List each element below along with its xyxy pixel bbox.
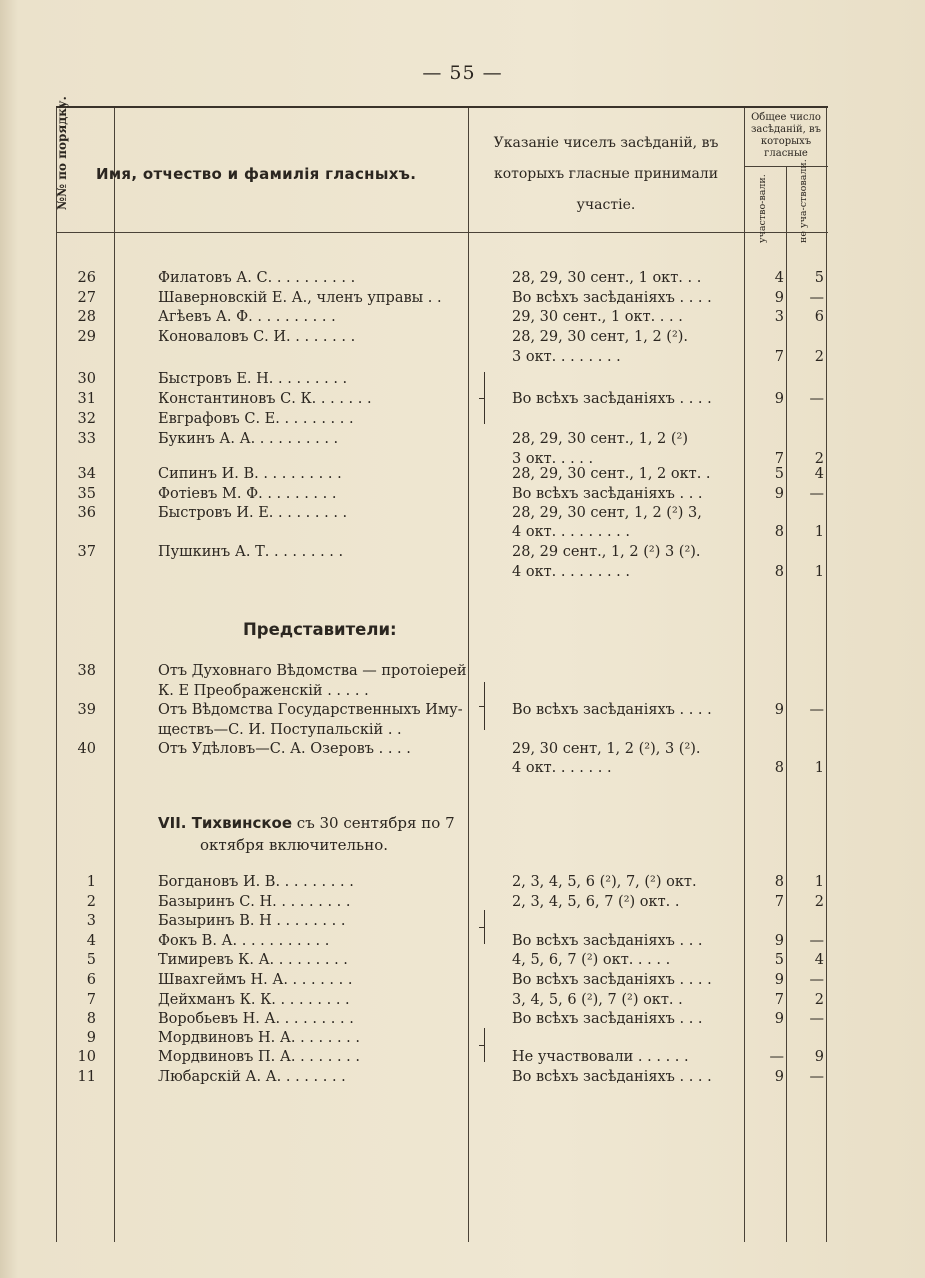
row-took-part: 9	[774, 702, 784, 718]
header-number-column: №№ по порядку.	[55, 96, 69, 210]
table-row	[56, 327, 828, 347]
row-dates: 28, 29 сент., 1, 2 (²) 3 (²).	[512, 544, 701, 560]
row-dates: 4 окт. . . . . . . . .	[512, 564, 631, 580]
row-dates: Во всѣхъ засѣданіяхъ . . . .	[512, 391, 712, 407]
table-row	[56, 950, 828, 970]
row-took-part: 7	[774, 451, 784, 467]
row-dates: Во всѣхъ засѣданіяхъ . . . .	[512, 290, 712, 306]
header-total-line2: засѣданій, въ	[750, 124, 822, 135]
row-number: 34	[77, 466, 96, 482]
table-row	[56, 307, 828, 327]
row-took-part: 9	[774, 486, 784, 502]
table-row	[56, 758, 828, 778]
row-not-took-part: —	[809, 486, 824, 502]
header-dates-line2: которыхъ гласные принимали	[493, 166, 719, 182]
row-number: 8	[86, 1011, 96, 1027]
row-number: 32	[77, 411, 96, 427]
row-not-took-part: 5	[814, 270, 824, 286]
table-row	[56, 739, 828, 759]
table-row	[56, 268, 828, 288]
row-not-took-part: 2	[814, 992, 824, 1008]
row-took-part: 7	[774, 349, 784, 365]
table-row	[56, 970, 828, 990]
table-row	[56, 503, 828, 523]
row-name: Отъ Вѣдомства Государственныхъ Иму-	[158, 702, 463, 718]
row-took-part: 7	[774, 992, 784, 1008]
row-not-took-part: 1	[814, 524, 824, 540]
table-row	[56, 542, 828, 562]
row-name: К. Е Преображенскій . . . . .	[158, 683, 369, 699]
row-took-part: 9	[774, 391, 784, 407]
row-took-part: 5	[774, 466, 784, 482]
row-took-part: 5	[774, 952, 784, 968]
row-name: Богдановъ И. В. . . . . . . . .	[158, 874, 354, 890]
row-dates: Во всѣхъ засѣданіяхъ . . . .	[512, 972, 712, 988]
table-row	[56, 700, 828, 720]
row-not-took-part: —	[809, 1011, 824, 1027]
row-dates: 29, 30 сент., 1 окт. . . .	[512, 309, 683, 325]
table-row	[56, 931, 828, 951]
table-row	[56, 369, 828, 389]
row-name: Фотіевъ М. Ф. . . . . . . . .	[158, 486, 337, 502]
row-dates: 3 окт. . . . .	[512, 451, 594, 467]
row-took-part: 4	[774, 270, 784, 286]
row-not-took-part: 2	[814, 451, 824, 467]
row-number: 9	[86, 1030, 96, 1046]
row-took-part: —	[769, 1049, 784, 1065]
row-took-part: 7	[774, 894, 784, 910]
row-name: Мордвиновъ Н. А. . . . . . . .	[158, 1030, 360, 1046]
row-dates: 4, 5, 6, 7 (²) окт. . . . .	[512, 952, 671, 968]
header-total-line3: которыхъ	[760, 136, 812, 147]
row-name: Отъ Удѣловъ—С. А. Озеровъ . . . .	[158, 741, 411, 757]
header-dates-line1: Указаніе чиселъ засѣданій, въ	[493, 135, 719, 151]
row-dates: 3, 4, 5, 6 (²), 7 (²) окт. .	[512, 992, 683, 1008]
table-row	[56, 389, 828, 409]
row-dates: 28, 29, 30 сент., 1 окт. . .	[512, 270, 702, 286]
row-name: Константиновъ С. К. . . . . . .	[158, 391, 372, 407]
header-not-took-part: не уча-ствовали.	[798, 159, 809, 243]
row-name: Шаверновскій Е. А., членъ управы . .	[158, 290, 442, 306]
row-number: 40	[77, 741, 96, 757]
row-not-took-part: 4	[814, 952, 824, 968]
page-number: — 55 —	[422, 62, 503, 84]
row-number: 7	[86, 992, 96, 1008]
row-not-took-part: 1	[814, 564, 824, 580]
row-dates: 28, 29, 30 сент, 1, 2 (²).	[512, 329, 689, 345]
table-row	[56, 288, 828, 308]
row-number: 1	[86, 874, 96, 890]
table-row	[56, 1028, 828, 1048]
row-name: Агѣевъ А. Ф. . . . . . . . . .	[158, 309, 336, 325]
row-number: 6	[86, 972, 96, 988]
row-dates: 2, 3, 4, 5, 6, 7 (²) окт. .	[512, 894, 680, 910]
row-name: Филатовъ А. С. . . . . . . . . .	[158, 270, 356, 286]
table-row	[56, 681, 828, 701]
row-name: Сипинъ И. В. . . . . . . . . .	[158, 466, 342, 482]
table-row	[56, 892, 828, 912]
row-number: 4	[86, 933, 96, 949]
row-dates: 3 окт. . . . . . . .	[512, 349, 621, 365]
table-row	[56, 1009, 828, 1029]
row-number: 3	[86, 913, 96, 929]
row-name: Базыринъ В. Н . . . . . . . .	[158, 913, 346, 929]
header-total-column	[746, 112, 826, 160]
row-name: Базыринъ С. Н. . . . . . . . .	[158, 894, 351, 910]
row-name: Букинъ А. А. . . . . . . . . .	[158, 431, 339, 447]
row-dates: 2, 3, 4, 5, 6 (²), 7, (²) окт.	[512, 874, 697, 890]
row-number: 5	[86, 952, 96, 968]
table-row	[56, 522, 828, 542]
row-took-part: 9	[774, 290, 784, 306]
row-number: 28	[77, 309, 96, 325]
row-took-part: 9	[774, 1011, 784, 1027]
row-took-part: 8	[774, 874, 784, 890]
section-vii-rest: съ 30 сентября по 7	[292, 814, 455, 832]
row-dates: Во всѣхъ засѣданіяхъ . . .	[512, 1011, 703, 1027]
row-number: 30	[77, 371, 96, 387]
row-not-took-part: —	[809, 933, 824, 949]
row-took-part: 8	[774, 564, 784, 580]
table-row	[56, 1047, 828, 1067]
row-name: Воробьевъ Н. А. . . . . . . . .	[158, 1011, 354, 1027]
row-dates: 28, 29, 30 сент., 1, 2 (²)	[512, 431, 689, 447]
table-row	[56, 720, 828, 740]
row-dates: Не участвовали . . . . . .	[512, 1049, 689, 1065]
row-name: Коноваловъ С. И. . . . . . . .	[158, 329, 356, 345]
header-dates-line3: участіе.	[576, 197, 636, 213]
row-name: Дейхманъ К. К. . . . . . . . .	[158, 992, 350, 1008]
header-dates-column	[470, 128, 742, 221]
row-name: Пушкинъ А. Т. . . . . . . . .	[158, 544, 344, 560]
section-vii-line2: октября включительно.	[200, 836, 389, 854]
row-dates: 29, 30 сент, 1, 2 (²), 3 (²).	[512, 741, 701, 757]
row-number: 11	[77, 1069, 96, 1085]
row-number: 27	[77, 290, 96, 306]
row-number: 38	[77, 663, 96, 679]
row-took-part: 8	[774, 524, 784, 540]
brace-30-32	[484, 372, 490, 424]
row-name: Любарскій А. А. . . . . . . .	[158, 1069, 346, 1085]
row-name: Быстровъ И. Е. . . . . . . . .	[158, 505, 348, 521]
row-number: 31	[77, 391, 96, 407]
header-total-line1: Общее число	[751, 112, 821, 123]
row-not-took-part: —	[809, 972, 824, 988]
section-representatives: Представители:	[243, 620, 397, 639]
table-row	[56, 464, 828, 484]
row-took-part: 9	[774, 1069, 784, 1085]
row-number: 35	[77, 486, 96, 502]
row-took-part: 9	[774, 972, 784, 988]
row-number: 26	[77, 270, 96, 286]
table-row	[56, 990, 828, 1010]
row-not-took-part: 1	[814, 760, 824, 776]
row-not-took-part: 2	[814, 894, 824, 910]
row-name: Быстровъ Е. Н. . . . . . . . .	[158, 371, 348, 387]
row-dates: Во всѣхъ засѣданіяхъ . . .	[512, 933, 703, 949]
row-number: 37	[77, 544, 96, 560]
table-row	[56, 347, 828, 367]
row-not-took-part: 9	[814, 1049, 824, 1065]
row-dates: 4 окт. . . . . . . . .	[512, 524, 631, 540]
table-row	[56, 911, 828, 931]
row-number: 39	[77, 702, 96, 718]
header-total-line4: гласные	[764, 148, 808, 159]
row-number: 33	[77, 431, 96, 447]
row-name: Фокъ В. А. . . . . . . . . . .	[158, 933, 330, 949]
row-dates: Во всѣхъ засѣданіяхъ . . .	[512, 486, 703, 502]
table-row	[56, 409, 828, 429]
row-name: Евграфовъ С. Е. . . . . . . . .	[158, 411, 354, 427]
table-row	[56, 1067, 828, 1087]
row-not-took-part: 1	[814, 874, 824, 890]
row-not-took-part: 2	[814, 349, 824, 365]
row-dates: Во всѣхъ засѣданіяхъ . . . .	[512, 702, 712, 718]
table-row	[56, 429, 828, 449]
row-name: Мордвиновъ П. А. . . . . . . .	[158, 1049, 360, 1065]
section-vii-bold: VII. Тихвинское	[158, 814, 293, 832]
row-name: Тимиревъ К. А. . . . . . . . .	[158, 952, 348, 968]
table-row	[56, 562, 828, 582]
row-dates: Во всѣхъ засѣданіяхъ . . . .	[512, 1069, 712, 1085]
row-not-took-part: —	[809, 1069, 824, 1085]
row-name: Отъ Духовнаго Вѣдомства — протоіерей	[158, 663, 467, 679]
row-dates: 28, 29, 30 сент., 1, 2 окт. .	[512, 466, 711, 482]
header-took-part: участво-вали.	[757, 174, 768, 243]
row-took-part: 9	[774, 933, 784, 949]
row-name: ществъ—С. И. Поступальскій . .	[158, 722, 402, 738]
table-row	[56, 484, 828, 504]
section-vii-heading	[158, 812, 455, 856]
row-number: 2	[86, 894, 96, 910]
header-name-column: Имя, отчество и фамилія гласныхъ.	[96, 165, 417, 183]
row-not-took-part: —	[809, 290, 824, 306]
row-dates: 28, 29, 30 сент, 1, 2 (²) 3,	[512, 505, 702, 521]
row-not-took-part: —	[809, 702, 824, 718]
table-row	[56, 872, 828, 892]
row-not-took-part: 4	[814, 466, 824, 482]
row-not-took-part: 6	[814, 309, 824, 325]
table-row	[56, 661, 828, 681]
row-dates: 4 окт. . . . . . .	[512, 760, 612, 776]
row-number: 29	[77, 329, 96, 345]
row-number: 36	[77, 505, 96, 521]
row-number: 10	[77, 1049, 96, 1065]
row-took-part: 3	[774, 309, 784, 325]
row-name: Швахгеймъ Н. А. . . . . . . .	[158, 972, 353, 988]
row-not-took-part: —	[809, 391, 824, 407]
row-took-part: 8	[774, 760, 784, 776]
